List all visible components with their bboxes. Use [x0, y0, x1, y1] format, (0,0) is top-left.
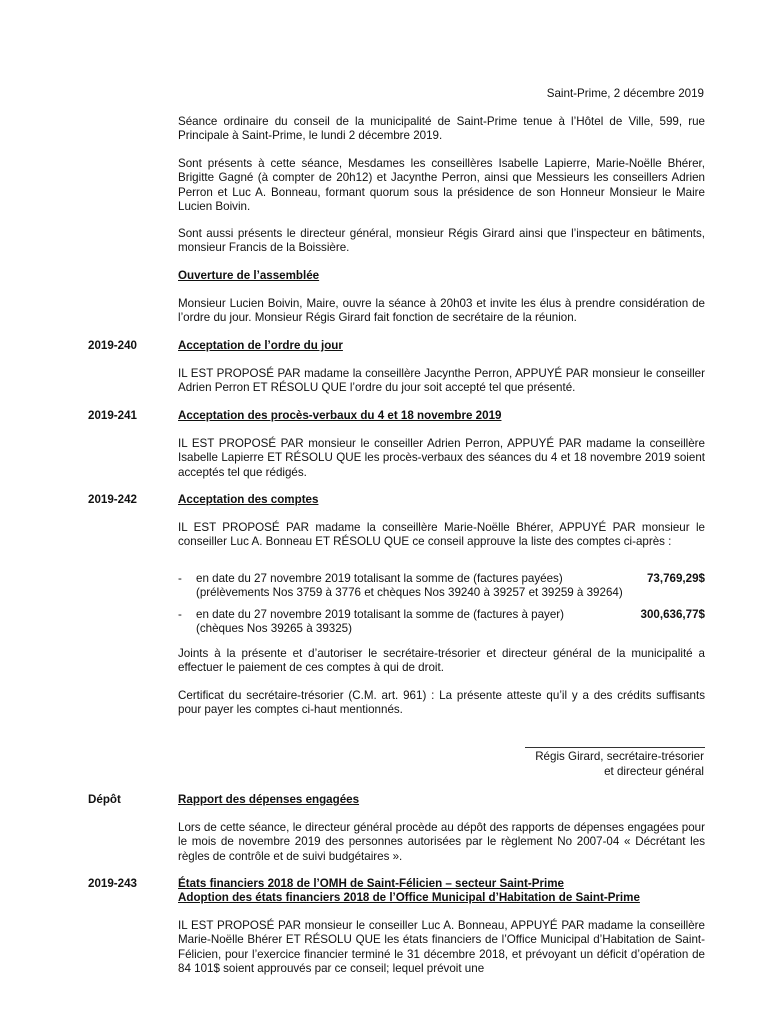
signature-name: Régis Girard, secrétaire-trésorier: [535, 750, 704, 763]
depot-text: Lors de cette séance, le directeur général procède au dépôt des rapports de dépenses engagées pour le mois de novembre 2019 des personnes autorisées par le règlement No 2007-04 « Décrétant les règles de contrôle et de suivi budgétaires ».: [178, 821, 705, 863]
resolution-243-text: IL EST PROPOSÉ PAR monsieur le conseiller Luc A. Bonneau, APPUYÉ PAR madame la conseillère Marie-Noëlle Bhérer ET RÉSOLU QUE les états financiers de l’Office Municipal d’Habitation de Saint-Félicien, pour l’exercice financier terminé le 31 décembre 2018, et prévoyant un déficit d’opération de 84 101$ soient approuvés par ce conseil; lequel prévoit une: [178, 919, 705, 976]
ouverture-heading: Ouverture de l’assemblée: [178, 269, 320, 282]
certificat-paragraph: Certificat du secrétaire-trésorier (C.M. art. 961) : La présente atteste qu’il y a des crédits suffisants pour payer les comptes ci-haut mentionnés.: [178, 689, 705, 717]
resolution-243-heading-1: États financiers 2018 de l’OMH de Saint-Félicien – secteur Saint-Prime: [178, 877, 564, 890]
list-dash: -: [178, 572, 182, 585]
depot-heading: Rapport des dépenses engagées: [178, 793, 360, 806]
account-amount: 73,769,29$: [646, 572, 705, 585]
resolution-243-heading-2: Adoption des états financiers 2018 de l’Office Municipal d’Habitation de Saint-Prime: [178, 891, 640, 904]
depot-label: Dépôt: [88, 793, 121, 806]
resolution-number-241: 2019-241: [88, 409, 137, 422]
account-item-line-2: (prélèvements Nos 3759 à 3776 et chèques Nos 39240 à 39257 et 39259 à 39264): [196, 586, 623, 600]
meeting-date: Saint-Prime, 2 décembre 2019: [546, 87, 704, 100]
list-dash: -: [178, 608, 182, 621]
intro-paragraph-3: Sont aussi présents le directeur général, monsieur Régis Girard ainsi que l’inspecteur en bâtiments, monsieur Francis de la Boissière.: [178, 227, 705, 255]
ouverture-text: Monsieur Lucien Boivin, Maire, ouvre la séance à 20h03 et invite les élus à prendre considération de l’ordre du jour. Monsieur Régis Girard fait fonction de secrétaire de la réunion.: [178, 297, 705, 325]
resolution-240-text: IL EST PROPOSÉ PAR madame la conseillère Jacynthe Perron, APPUYÉ PAR monsieur le conseiller Adrien Perron ET RÉSOLU QUE l’ordre du jour soit accepté tel que présenté.: [178, 367, 705, 395]
signature-title: et directeur général: [604, 765, 704, 778]
account-item: [178, 572, 705, 601]
account-item: [178, 608, 705, 637]
resolution-240-heading: Acceptation de l’ordre du jour: [178, 339, 343, 352]
account-item-line-1: en date du 27 novembre 2019 totalisant la somme de (factures payées): [196, 572, 563, 585]
resolution-number-243: 2019-243: [88, 877, 137, 890]
account-amount: 300,636,77$: [640, 608, 705, 621]
signature-line: [525, 747, 705, 748]
resolution-241-heading: Acceptation des procès-verbaux du 4 et 18 novembre 2019: [178, 409, 502, 422]
resolution-241-text: IL EST PROPOSÉ PAR monsieur le conseiller Adrien Perron, APPUYÉ PAR madame la conseillère Isabelle Lapierre ET RÉSOLU QUE les procès-verbaux des séances du 4 et 18 novembre 2019 soient acceptés tel que rédigés.: [178, 437, 705, 479]
account-item-line-1: en date du 27 novembre 2019 totalisant la somme de (factures à payer): [196, 608, 564, 621]
resolution-242-heading: Acceptation des comptes: [178, 493, 319, 506]
intro-paragraph-2: Sont présents à cette séance, Mesdames les conseillères Isabelle Lapierre, Marie-Noëlle Bhérer, Brigitte Gagné (à compter de 20h12) et Jacynthe Perron, ainsi que Messieurs les conseillers Adrien Perron et Luc A. Bonneau, formant quorum sous la présidence de son Honneur Monsieur le Maire Lucien Boivin.: [178, 157, 705, 214]
resolution-number-240: 2019-240: [88, 339, 137, 352]
joints-paragraph: Joints à la présente et d’autoriser le secrétaire-trésorier et directeur général de la municipalité a effectuer le paiement de ces comptes à qui de droit.: [178, 647, 705, 675]
account-item-line-2: (chèques Nos 39265 à 39325): [196, 622, 352, 636]
resolution-242-text: IL EST PROPOSÉ PAR madame la conseillère Marie-Noëlle Bhérer, APPUYÉ PAR monsieur le conseiller Luc A. Bonneau ET RÉSOLU QUE ce conseil approuve la liste des comptes ci-après :: [178, 521, 705, 549]
resolution-number-242: 2019-242: [88, 493, 137, 506]
intro-paragraph-1: Séance ordinaire du conseil de la municipalité de Saint-Prime tenue à l’Hôtel de Ville, 599, rue Principale à Saint-Prime, le lundi 2 décembre 2019.: [178, 115, 705, 143]
